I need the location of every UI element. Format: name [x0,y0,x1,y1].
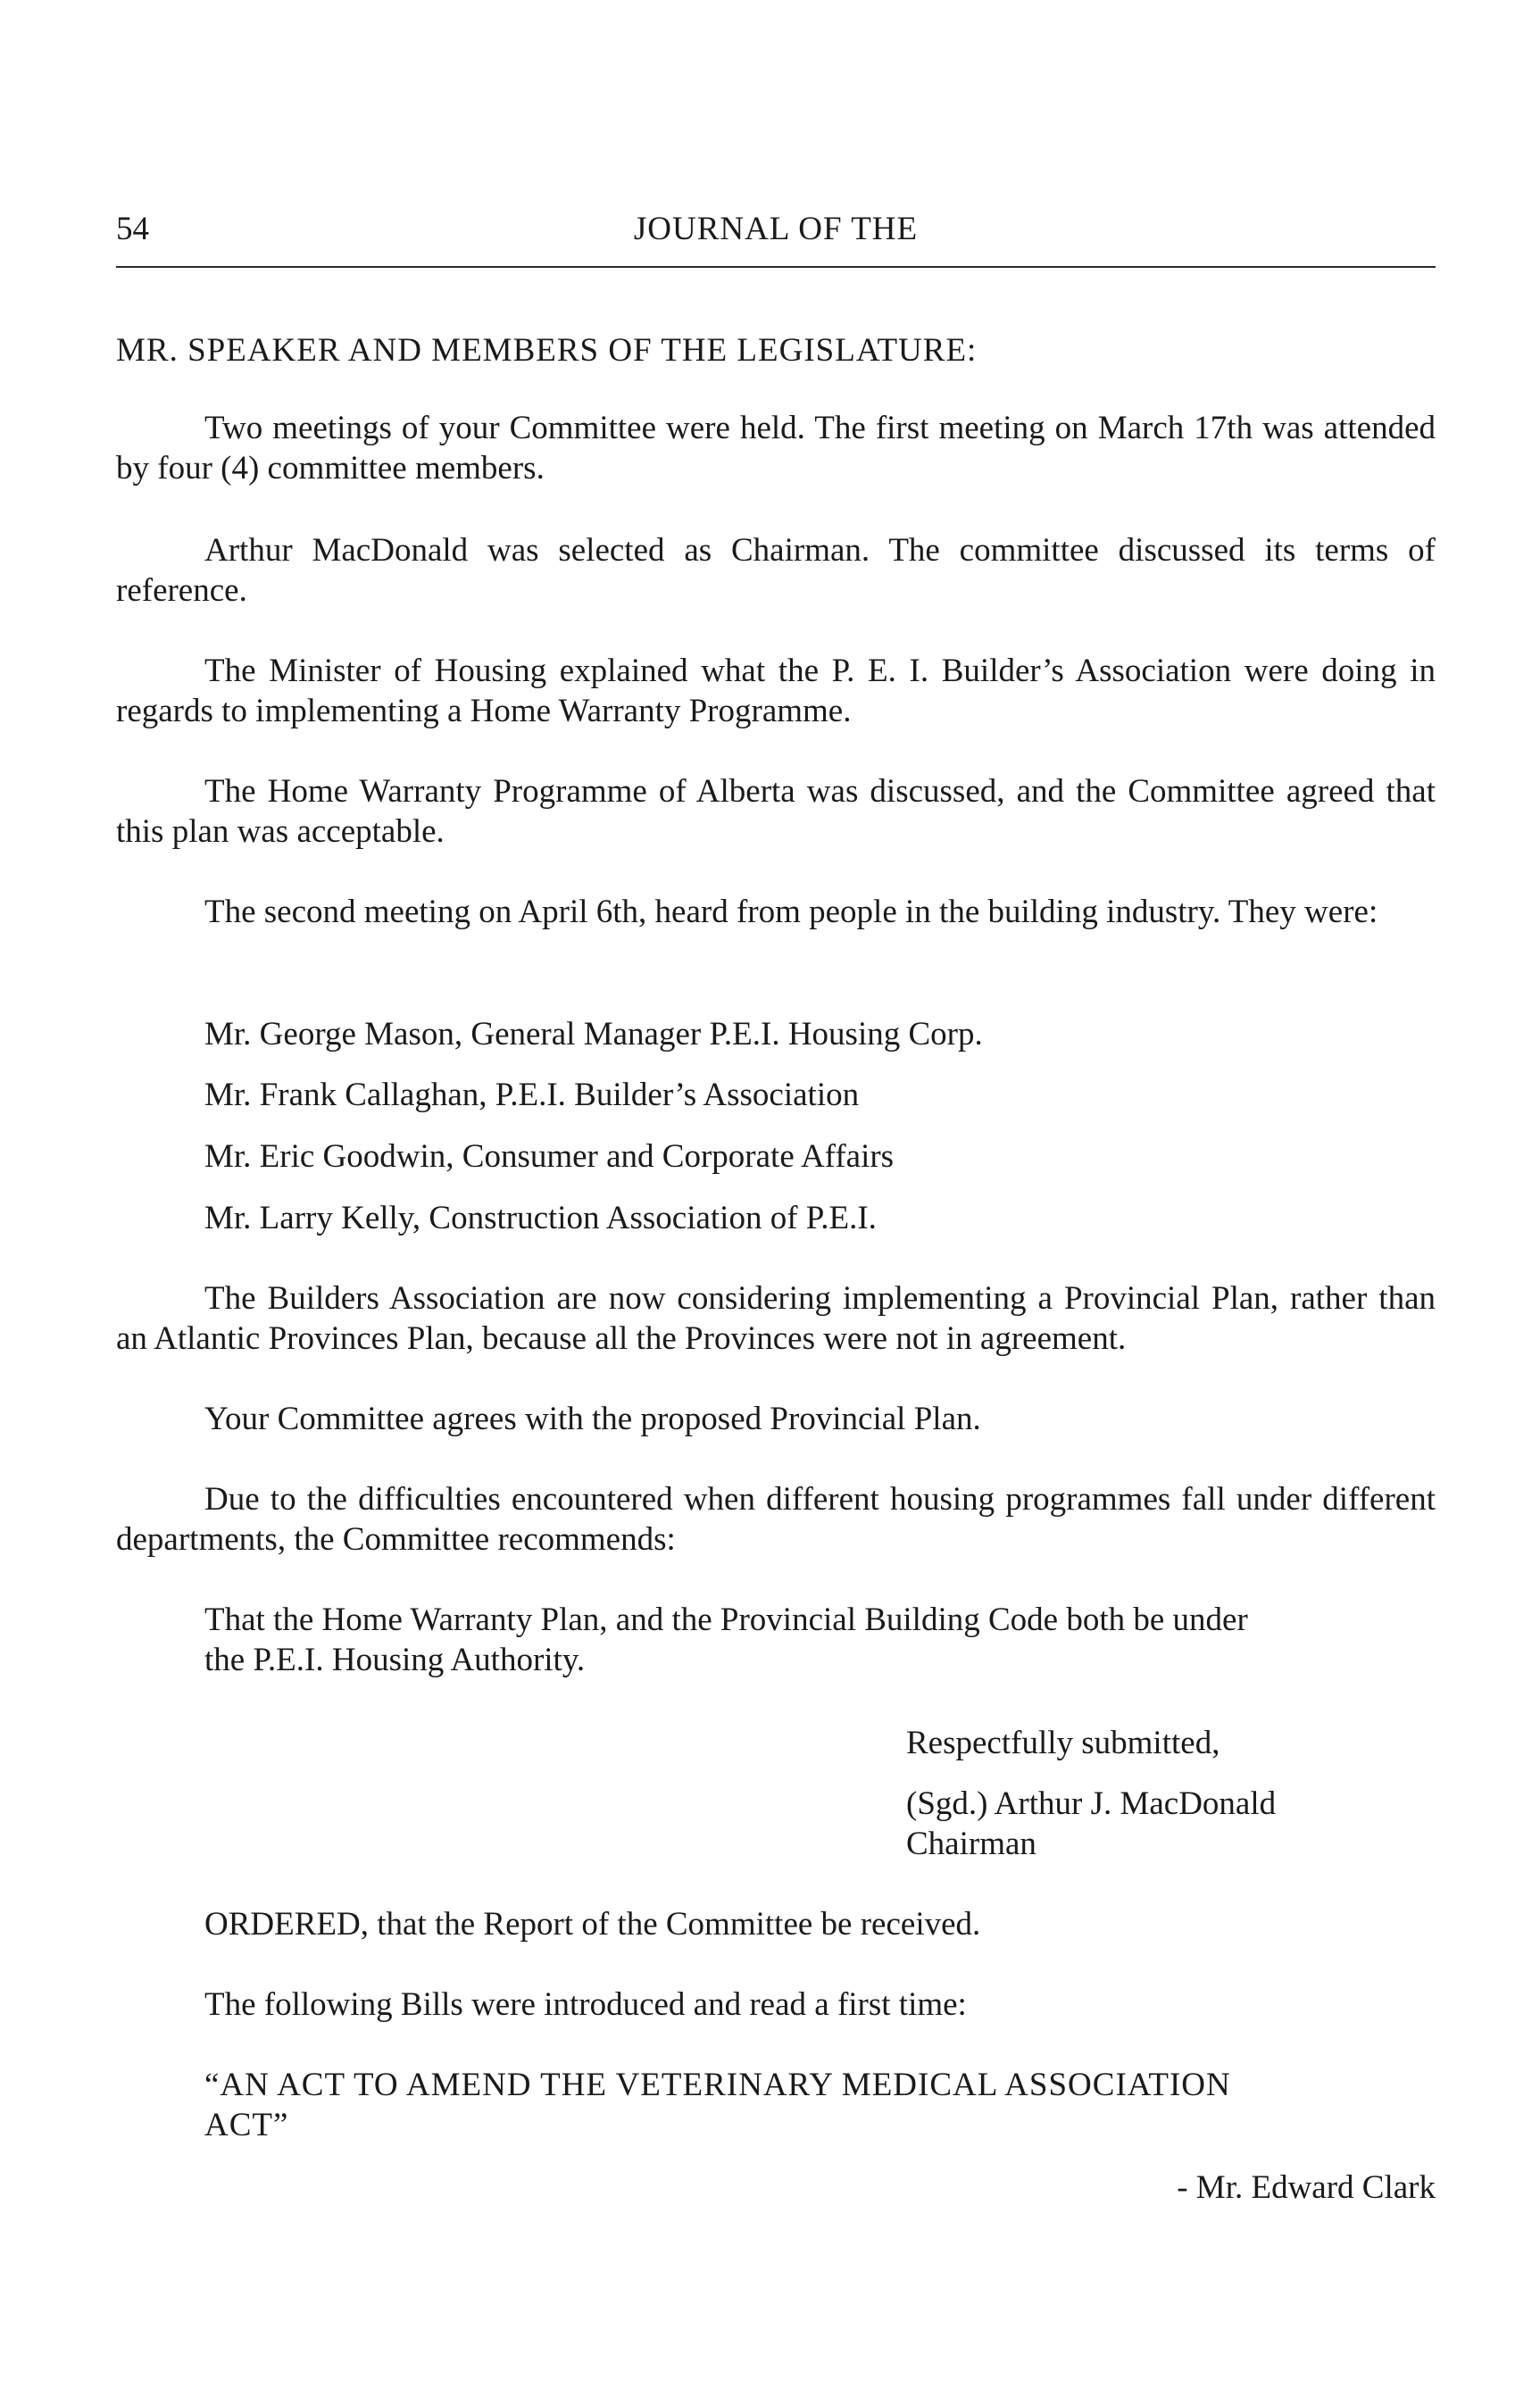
bill-title-line: ACT” [204,2107,289,2143]
bill-title-line: “AN ACT TO AMEND THE VETERINARY MEDICAL ASSOCIATION [204,2067,1231,2103]
bill-title [204,2065,1231,2145]
attendee-item: Mr. Larry Kelly, Construction Association of P.E.I. [204,1200,877,1236]
ordered-statement: ORDERED, that the Report of the Committee be received. [204,1906,981,1943]
bills-intro: The following Bills were introduced and read a first time: [204,1986,967,2023]
recommendation-line: the P.E.I. Housing Authority. [204,1642,586,1678]
attendee-item: Mr. Eric Goodwin, Consumer and Corporate Affairs [204,1138,895,1175]
paragraph-chairman: Arthur MacDonald was selected as Chairman. The committee discussed its terms of reference. [116,532,1436,609]
attendee-item: Mr. Frank Callaghan, P.E.I. Builder’s Association [204,1077,860,1113]
page-number: 54 [116,211,149,247]
salutation: MR. SPEAKER AND MEMBERS OF THE LEGISLATURE: [116,332,978,369]
running-head: JOURNAL OF THE [633,211,919,247]
signature-name: (Sgd.) Arthur J. MacDonald [906,1785,1277,1822]
recommendation-line: That the Home Warranty Plan, and the Provincial Building Code both be under [204,1602,1248,1638]
attendee-item: Mr. George Mason, General Manager P.E.I. Housing Corp. [204,1016,983,1053]
paragraph-second-meeting: The second meeting on April 6th, heard from people in the building industry. They were: [204,894,1378,930]
recommendation [204,1600,1248,1680]
page-header [116,209,1436,254]
header-rule [116,266,1436,268]
paragraph-meetings: Two meetings of your Committee were held. The first meeting on March 17th was attended by four (4) committee members. [116,410,1436,487]
paragraph-difficulties: Due to the difficulties encountered when different housing programmes fall under different departments, the Committee recommends: [116,1481,1436,1558]
paragraph-minister: The Minister of Housing explained what the P. E. I. Builder’s Association were doing in regards to implementing a Home Warranty Programme. [116,653,1436,729]
paragraph-committee-agrees: Your Committee agrees with the proposed Provincial Plan. [204,1401,981,1437]
paragraph-alberta: The Home Warranty Programme of Alberta was discussed, and the Committee agreed that this plan was acceptable. [116,773,1436,850]
signature-title: Chairman [906,1826,1036,1862]
bill-sponsor: - Mr. Edward Clark [1177,2169,1436,2206]
paragraph-builders-association: The Builders Association are now considering implementing a Provincial Plan, rather than an Atlantic Provinces Plan, because all the Provinces were not in agreement. [116,1280,1436,1357]
signature-closing: Respectfully submitted, [906,1725,1220,1761]
